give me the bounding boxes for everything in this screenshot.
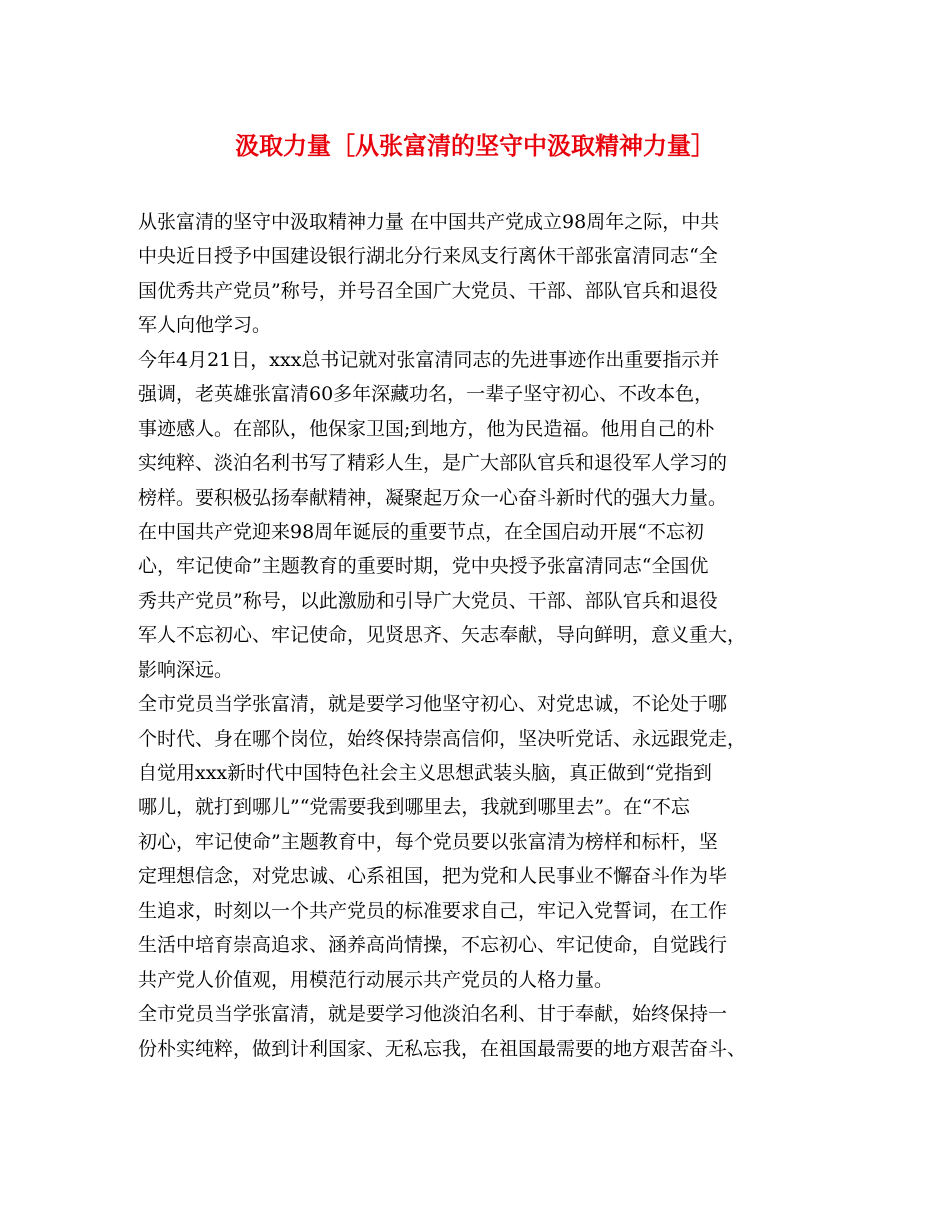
text-line: 份朴实纯粹，做到计利国家、无私忘我，在祖国最需要的地方艰苦奋斗、 bbox=[138, 1037, 747, 1060]
text-line: 影响深远。 bbox=[138, 658, 234, 681]
text-line: 实纯粹、淡泊名利书写了精彩人生，是广大部队官兵和退役军人学习的 bbox=[138, 452, 728, 475]
text-line: 事迹感人。在部队，他保家卫国;到地方，他为民造福。他用自己的朴 bbox=[138, 417, 715, 440]
text-line: 生追求，时刻以一个共产党员的标准要求自己，牢记入党誓词，在工作 bbox=[138, 899, 728, 922]
text-line: 中央近日授予中国建设银行湖北分行来凤支行离休干部张富清同志“全 bbox=[138, 245, 718, 268]
text-line: 国优秀共产党员”称号，并号召全国广大党员、干部、部队官兵和退役 bbox=[138, 279, 718, 302]
text-line: 今年4月21日，xxx总书记就对张富清同志的先进事迹作出重要指示并 bbox=[138, 348, 720, 371]
text-line: 强调，老英雄张富清60多年深藏功名，一辈子坚守初心、不改本色， bbox=[138, 383, 714, 406]
text-line: 榜样。要积极弘扬奉献精神，凝聚起万众一心奋斗新时代的强大力量。 bbox=[138, 486, 728, 509]
text-line: 秀共产党员”称号，以此激励和引导广大党员、干部、部队官兵和退役 bbox=[138, 589, 718, 612]
text-line: 在中国共产党迎来98周年诞辰的重要节点，在全国启动开展“不忘初 bbox=[138, 520, 704, 543]
text-line: 初心，牢记使命”主题教育中，每个党员要以张富清为榜样和标杆，坚 bbox=[138, 830, 718, 853]
text-line: 哪儿，就打到哪儿”“党需要我到哪里去，我就到哪里去”。在“不忘 bbox=[138, 796, 690, 819]
text-line: 个时代、身在哪个岗位，始终保持崇高信仰，坚决听党话、永远跟党走， bbox=[138, 727, 747, 750]
text-line: 心，牢记使命”主题教育的重要时期，党中央授予张富清同志“全国优 bbox=[138, 555, 709, 578]
text-line: 生活中培育崇高追求、涵养高尚情操，不忘初心、牢记使命，自觉践行 bbox=[138, 934, 728, 957]
document-title: 汲取力量［从张富清的坚守中汲取精神力量］ bbox=[235, 131, 715, 160]
text-line: 军人向他学习。 bbox=[138, 314, 272, 337]
text-line: 全市党员当学张富清，就是要学习他淡泊名利、甘于奉献，始终保持一 bbox=[138, 1003, 728, 1026]
text-line: 共产党人价值观，用模范行动展示共产党员的人格力量。 bbox=[138, 968, 614, 991]
text-line: 定理想信念，对党忠诚、心系祖国，把为党和人民事业不懈奋斗作为毕 bbox=[138, 865, 728, 888]
document-body bbox=[138, 205, 818, 1066]
text-line: 自觉用xxx新时代中国特色社会主义思想武装头脑，真正做到“党指到 bbox=[138, 762, 712, 784]
text-line: 从张富清的坚守中汲取精神力量 在中国共产党成立98周年之际，中共 bbox=[138, 211, 720, 233]
text-line: 全市党员当学张富清，就是要学习他坚守初心、对党忠诚，不论处于哪 bbox=[138, 693, 728, 716]
text-line: 军人不忘初心、牢记使命，见贤思齐、矢志奉献，导向鲜明，意义重大， bbox=[138, 624, 747, 647]
